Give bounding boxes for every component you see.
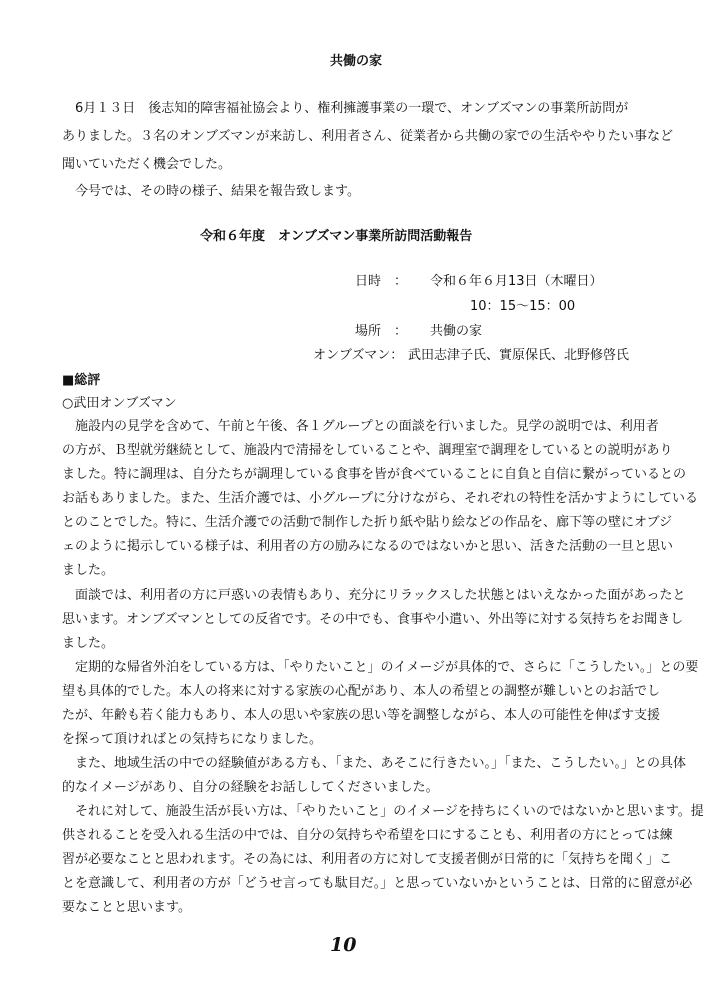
intro-line: 6月１３日 後志知的障害福祉協会より、権利擁護事業の一環で、オンブズマンの事業所訪問が — [62, 101, 629, 116]
body-line: 施設内の見学を含めて、午前と午後、各１グループとの面談を行いました。見学の説明では、利用者 — [62, 419, 659, 434]
section-heading: ■総評 — [62, 373, 101, 388]
body-line: 習が必要なことと思われます。その為には、利用者の方に対して支援者側が日常的に「気持ちを聞く」こ — [62, 852, 672, 867]
body-line: 面談では、利用者の方に戸惑いの表情もあり、充分にリラックスした状態とはいえなかった面があったと — [62, 588, 686, 603]
ombudsman-label: オンブズマン： — [313, 348, 404, 363]
body-line: とを意識して、利用者の方が「どうせ言っても駄目だ。」と思っていないかということは、日常的に留意が必 — [62, 876, 693, 891]
body-line: を探って頂ければとの気持ちになりました。 — [62, 732, 323, 747]
body-line: また、地域生活の中での経験値がある方も、「また、あそこに行きたい。」「また、こうしたい。」との具体 — [62, 756, 687, 771]
date-label: 日時 ： — [355, 274, 408, 289]
body-line: たが、年齢も若く能力もあり、本人の思いや家族の思い等を調整しながら、本人の可能性を伸ばす支援 — [62, 708, 661, 723]
subheading: ○武田オンブズマン — [62, 396, 177, 411]
page-title: 共働の家 — [330, 54, 383, 69]
body-line: ました。 — [62, 563, 115, 578]
body-line: 供されることを受入れる生活の中では、自分の気持ちや希望を口にすることも、利用者の方にとっては練 — [62, 828, 673, 843]
body-line: 的なイメージがあり、自分の経験をお話ししてくださいました。 — [62, 780, 439, 795]
date-value: 令和６年６月13日（木曜日） — [430, 274, 603, 289]
ombudsman-value: 武田志津子氏、實原保氏、北野修啓氏 — [408, 348, 630, 363]
body-line: 望も具体的でした。本人の将来に対する家族の心配があり、本人の希望との調整が難しいとのお話でし — [62, 684, 661, 699]
body-line: の方が、Ｂ型就労継続として、施設内で清掃をしていることや、調理室で調理をしているとの説明があり — [62, 443, 673, 458]
body-line: 思います。オンブズマンとしての反省です。その中でも、食事や小遣い、外出等に対する気持ちをお聞きし — [62, 612, 684, 627]
place-label: 場所 ： — [355, 324, 408, 339]
intro-line: 聞いていただく機会でした。 — [62, 157, 232, 172]
body-line: それに対して、施設生活が長い方は、「やりたいこと」のイメージを持ちにくいのではないかと思います。提 — [62, 804, 704, 819]
page-number: 10 — [330, 934, 357, 956]
time-value: 10：15～15：00 — [470, 299, 576, 314]
body-line: お話もありました。また、生活介護では、小グループに分けながら、それぞれの特性を活かすようにしている — [62, 491, 698, 506]
report-title: 令和６年度 オンブズマン事業所訪問活動報告 — [200, 229, 473, 244]
body-line: ました。 — [62, 636, 115, 651]
intro-line: ありました。３名のオンブズマンが来訪し、利用者さん、従業者から共働の家での生活ややりたい事など — [62, 129, 674, 144]
intro-line: 今号では、その時の様子、結果を報告致します。 — [62, 184, 360, 199]
body-line: ェのように掲示している様子は、利用者の方の励みになるのではないかと思い、活きた活動の一旦と思い — [62, 539, 674, 554]
place-value: 共働の家 — [430, 324, 483, 339]
body-line: 定期的な帰省外泊をしている方は、「やりたいこと」のイメージが具体的で、さらに「こうしたい。」との要 — [62, 660, 699, 675]
body-line: 要なことと思います。 — [62, 900, 191, 915]
body-line: とのことでした。特に、生活介護での活動で制作した折り紙や貼り絵などの作品を、廊下等の壁にオブジ — [62, 515, 673, 530]
body-line: ました。特に調理は、自分たちが調理している食事を皆が食べていることに自負と自信に繋がっているとの — [62, 467, 687, 482]
